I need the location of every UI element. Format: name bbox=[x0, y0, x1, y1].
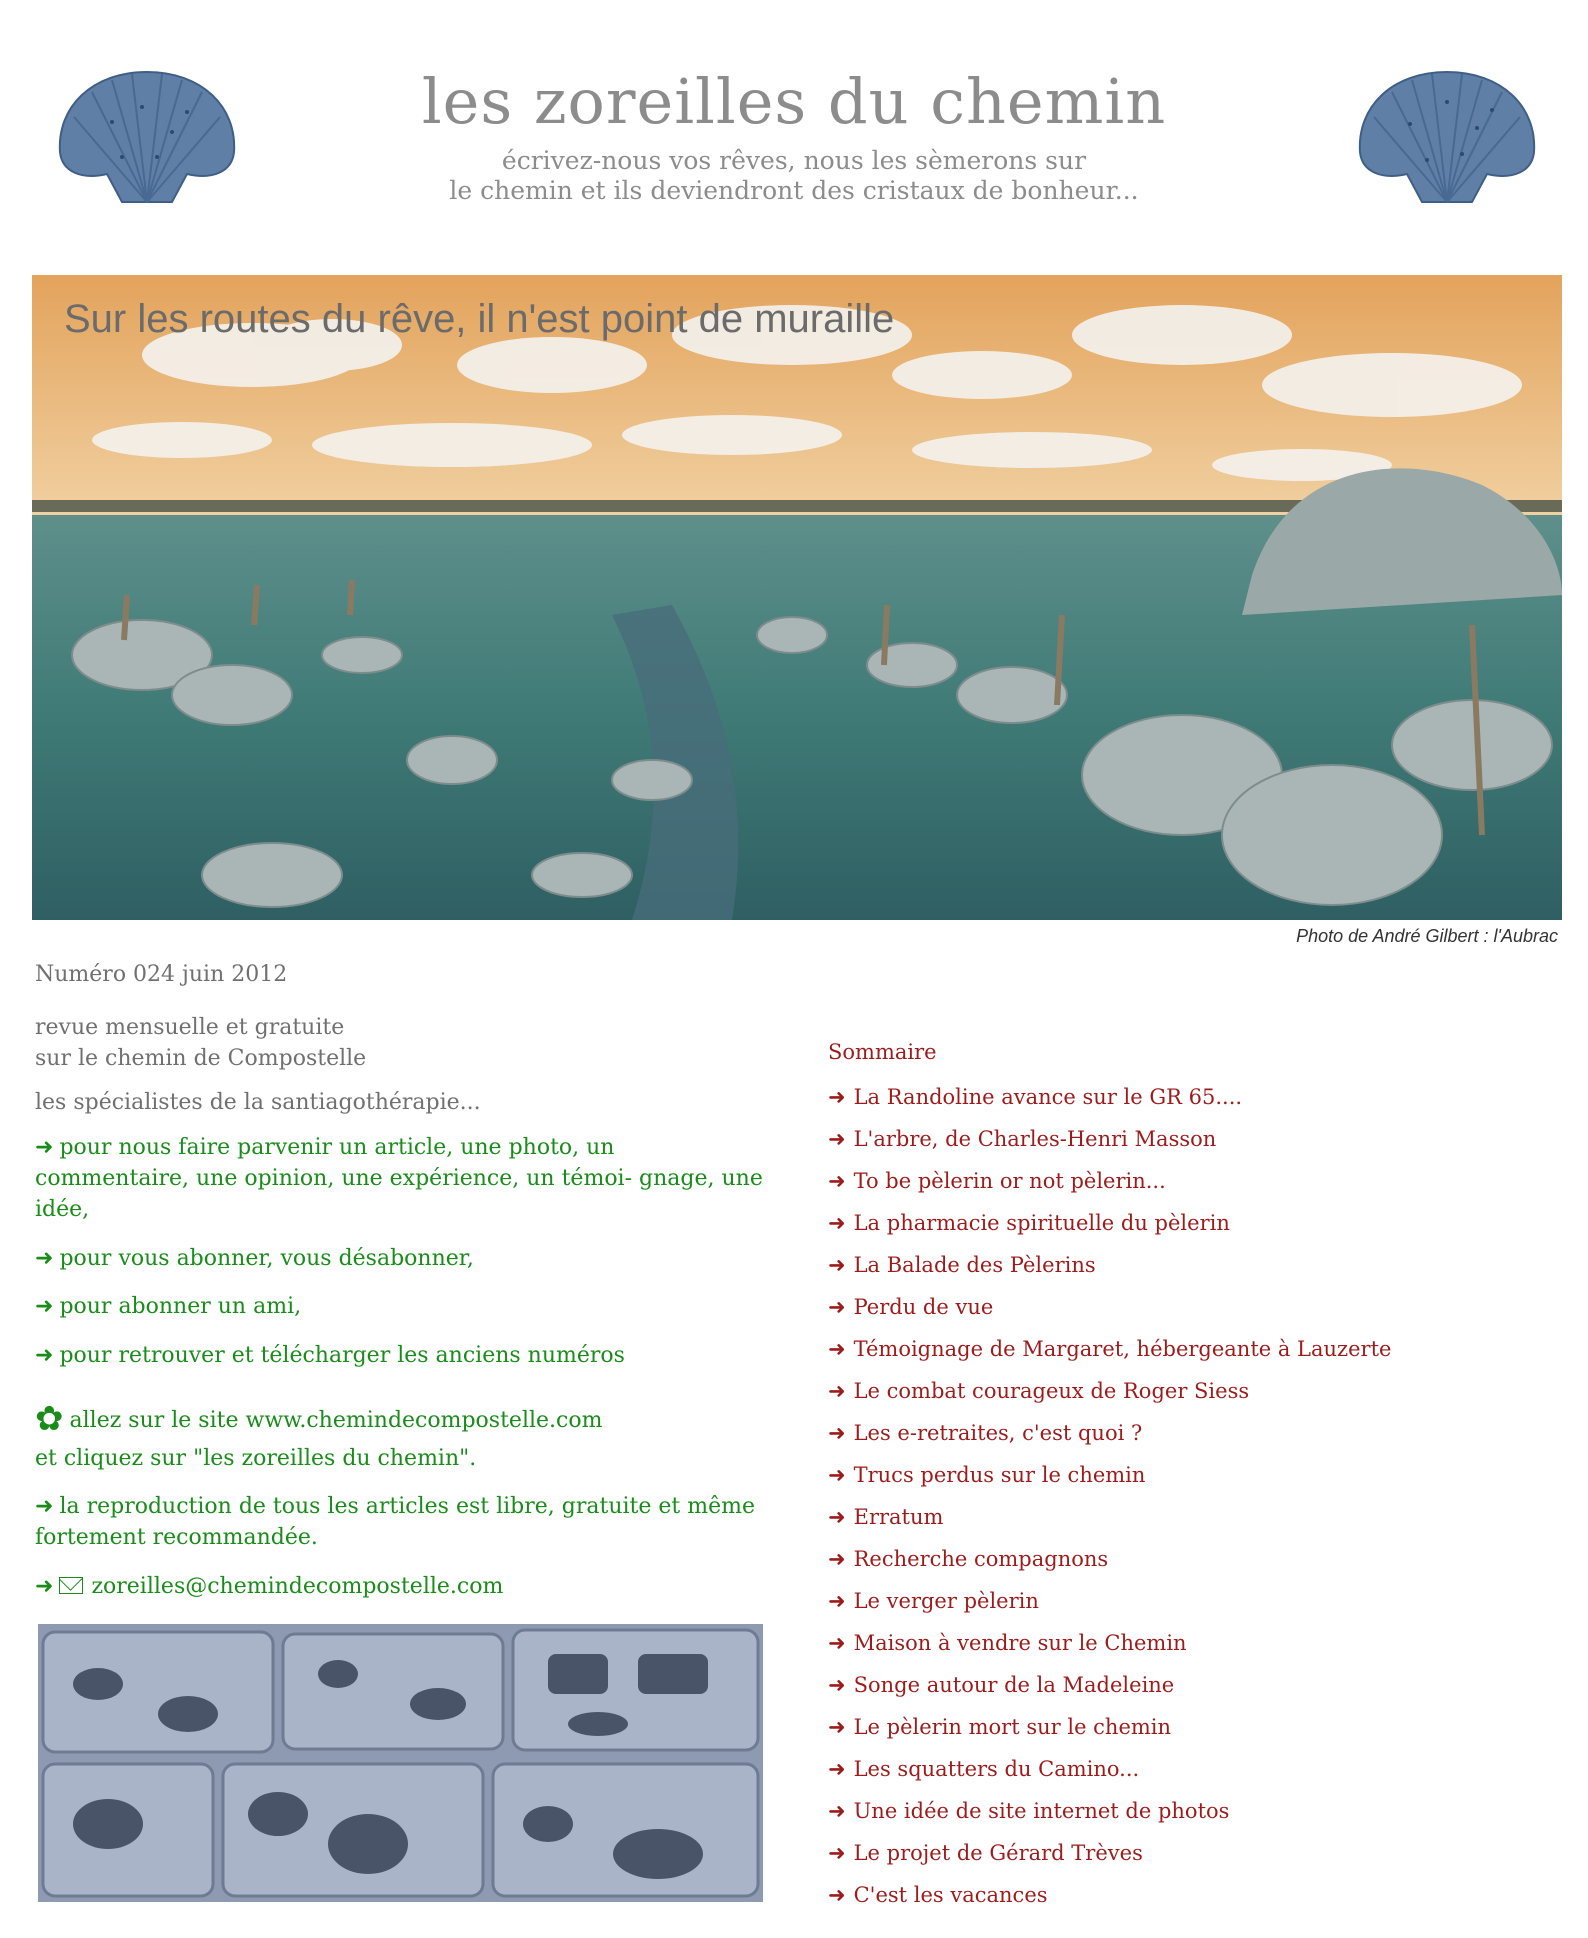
reproduction-note bbox=[35, 1492, 775, 1554]
arrow-right-icon: ➜ bbox=[35, 1343, 54, 1369]
photo-caption: Photo de André Gilbert : l'Aubrac bbox=[1296, 926, 1558, 946]
sommaire-item-label: C'est les vacances bbox=[853, 1883, 1048, 1907]
arrow-right-icon: ➜ bbox=[828, 1337, 846, 1361]
arrow-right-icon: ➜ bbox=[35, 1573, 54, 1599]
sommaire-item[interactable] bbox=[828, 1412, 1528, 1454]
sommaire-item-label: Les squatters du Camino... bbox=[853, 1757, 1140, 1781]
sommaire-item[interactable] bbox=[828, 1832, 1528, 1874]
sommaire-item[interactable] bbox=[828, 1160, 1528, 1202]
tagline-line-1: écrivez-nous vos rêves, nous les sèmerons sur bbox=[501, 146, 1087, 176]
sommaire-item-label: Le verger pèlerin bbox=[853, 1589, 1039, 1613]
sommaire-item[interactable] bbox=[828, 1538, 1528, 1580]
arrow-right-icon: ➜ bbox=[828, 1715, 846, 1739]
arrow-right-icon: ➜ bbox=[828, 1547, 846, 1571]
info-item bbox=[35, 1244, 775, 1275]
sommaire-item-label: Songe autour de la Madeleine bbox=[853, 1673, 1175, 1697]
sommaire-item[interactable] bbox=[828, 1748, 1528, 1790]
arrow-right-icon: ➜ bbox=[828, 1169, 846, 1193]
arrow-right-icon: ➜ bbox=[828, 1799, 846, 1823]
sommaire-item-label: L'arbre, de Charles-Henri Masson bbox=[853, 1127, 1217, 1151]
info-item-text: pour abonner un ami, bbox=[59, 1294, 302, 1320]
sommaire-item-label: To be pèlerin or not pèlerin... bbox=[853, 1169, 1166, 1193]
sommaire-item-label: Le combat courageux de Roger Siess bbox=[853, 1379, 1250, 1403]
sommaire-item[interactable] bbox=[828, 1454, 1528, 1496]
issue-info bbox=[35, 960, 775, 1617]
arrow-right-icon: ➜ bbox=[35, 1294, 54, 1320]
sommaire-item[interactable] bbox=[828, 1202, 1528, 1244]
sommaire-item[interactable] bbox=[828, 1874, 1528, 1916]
arrow-right-icon: ➜ bbox=[828, 1841, 846, 1865]
arrow-right-icon: ➜ bbox=[35, 1245, 54, 1271]
masthead bbox=[300, 65, 1288, 206]
arrow-right-icon: ➜ bbox=[828, 1505, 846, 1529]
site-instructions-line-2: et cliquez sur "les zoreilles du chemin". bbox=[35, 1445, 477, 1471]
arrow-right-icon: ➜ bbox=[828, 1421, 846, 1445]
flower-icon: ✿ bbox=[35, 1398, 64, 1439]
info-item bbox=[35, 1133, 775, 1225]
arrow-right-icon: ➜ bbox=[828, 1253, 846, 1277]
sommaire-list bbox=[828, 1076, 1528, 1916]
arrow-right-icon: ➜ bbox=[828, 1673, 846, 1697]
sommaire bbox=[828, 1040, 1528, 1916]
arrow-right-icon: ➜ bbox=[35, 1494, 54, 1520]
info-item-text: pour retrouver et télécharger les anciens numéros bbox=[59, 1343, 625, 1369]
arrow-right-icon: ➜ bbox=[828, 1463, 846, 1487]
arrow-right-icon: ➜ bbox=[828, 1379, 846, 1403]
sommaire-item-label: La Balade des Pèlerins bbox=[853, 1253, 1096, 1277]
sommaire-item[interactable] bbox=[828, 1496, 1528, 1538]
arrow-right-icon: ➜ bbox=[828, 1085, 846, 1109]
arrow-right-icon: ➜ bbox=[828, 1589, 846, 1613]
sommaire-item[interactable] bbox=[828, 1622, 1528, 1664]
sommaire-item[interactable] bbox=[828, 1790, 1528, 1832]
sommaire-item-label: La Randoline avance sur le GR 65.... bbox=[853, 1085, 1243, 1109]
sommaire-item-label: La pharmacie spirituelle du pèlerin bbox=[853, 1211, 1230, 1235]
site-link-text[interactable]: allez sur le site www.chemindecompostelle.com bbox=[69, 1407, 603, 1433]
arrow-right-icon: ➜ bbox=[828, 1631, 846, 1655]
info-item-text: pour vous abonner, vous désabonner, bbox=[59, 1245, 474, 1271]
arrow-right-icon: ➜ bbox=[35, 1135, 54, 1161]
issue-description bbox=[35, 1013, 775, 1075]
sommaire-item-label: Le projet de Gérard Trèves bbox=[853, 1841, 1143, 1865]
sommaire-item-label: Trucs perdus sur le chemin bbox=[853, 1463, 1146, 1487]
issue-number: Numéro 024 juin 2012 bbox=[35, 962, 288, 987]
scallop-shell-right-icon bbox=[1352, 62, 1542, 212]
tagline-line-2: le chemin et ils deviendront des cristaux de bonheur... bbox=[449, 176, 1139, 206]
info-item bbox=[35, 1341, 775, 1372]
sommaire-item[interactable] bbox=[828, 1370, 1528, 1412]
arrow-right-icon: ➜ bbox=[828, 1295, 846, 1319]
sommaire-title: Sommaire bbox=[828, 1040, 937, 1064]
sommaire-item[interactable] bbox=[828, 1328, 1528, 1370]
sommaire-item[interactable] bbox=[828, 1664, 1528, 1706]
site-title: les zoreilles du chemin bbox=[421, 65, 1167, 138]
info-item bbox=[35, 1292, 775, 1323]
sommaire-item-label: Perdu de vue bbox=[853, 1295, 994, 1319]
hero-quote: Sur les routes du rêve, il n'est point de muraille bbox=[64, 297, 895, 341]
sommaire-item-label: Une idée de site internet de photos bbox=[853, 1799, 1230, 1823]
sommaire-item[interactable] bbox=[828, 1706, 1528, 1748]
sommaire-item[interactable] bbox=[828, 1118, 1528, 1160]
sommaire-item-label: Recherche compagnons bbox=[853, 1547, 1109, 1571]
sommaire-item[interactable] bbox=[828, 1244, 1528, 1286]
scallop-shell-left-icon bbox=[52, 62, 242, 212]
issue-desc-line-2: sur le chemin de Compostelle bbox=[35, 1045, 367, 1071]
sommaire-item-label: Maison à vendre sur le Chemin bbox=[853, 1631, 1187, 1655]
sommaire-item-label: Erratum bbox=[853, 1505, 944, 1529]
specialists-text: les spécialistes de la santiagothérapie... bbox=[35, 1090, 481, 1116]
sommaire-item[interactable] bbox=[828, 1286, 1528, 1328]
arrow-right-icon: ➜ bbox=[828, 1211, 846, 1235]
tagline bbox=[300, 146, 1288, 206]
arrow-right-icon: ➜ bbox=[828, 1883, 846, 1907]
issue-desc-line-1: revue mensuelle et gratuite bbox=[35, 1014, 345, 1040]
sommaire-item[interactable] bbox=[828, 1076, 1528, 1118]
arrow-right-icon: ➜ bbox=[828, 1757, 846, 1781]
email-line bbox=[35, 1572, 775, 1603]
arrow-right-icon: ➜ bbox=[828, 1127, 846, 1151]
email-link[interactable]: zoreilles@chemindecompostelle.com bbox=[91, 1573, 504, 1599]
site-instructions bbox=[35, 1396, 775, 1474]
envelope-icon bbox=[59, 1577, 83, 1594]
stone-wall-photo bbox=[38, 1624, 763, 1902]
hero-photo bbox=[32, 275, 1562, 920]
sommaire-item-label: Le pèlerin mort sur le chemin bbox=[853, 1715, 1172, 1739]
reproduction-text: la reproduction de tous les articles est libre, gratuite et même fortement recommandée. bbox=[35, 1494, 756, 1551]
sommaire-item[interactable] bbox=[828, 1580, 1528, 1622]
sommaire-item-label: Témoignage de Margaret, hébergeante à Lauzerte bbox=[853, 1337, 1392, 1361]
sommaire-item-label: Les e-retraites, c'est quoi ? bbox=[853, 1421, 1143, 1445]
info-item-text: pour nous faire parvenir un article, une photo, un commentaire, une opinion, une expérience, un témoi- gnage, une idée, bbox=[35, 1135, 763, 1222]
